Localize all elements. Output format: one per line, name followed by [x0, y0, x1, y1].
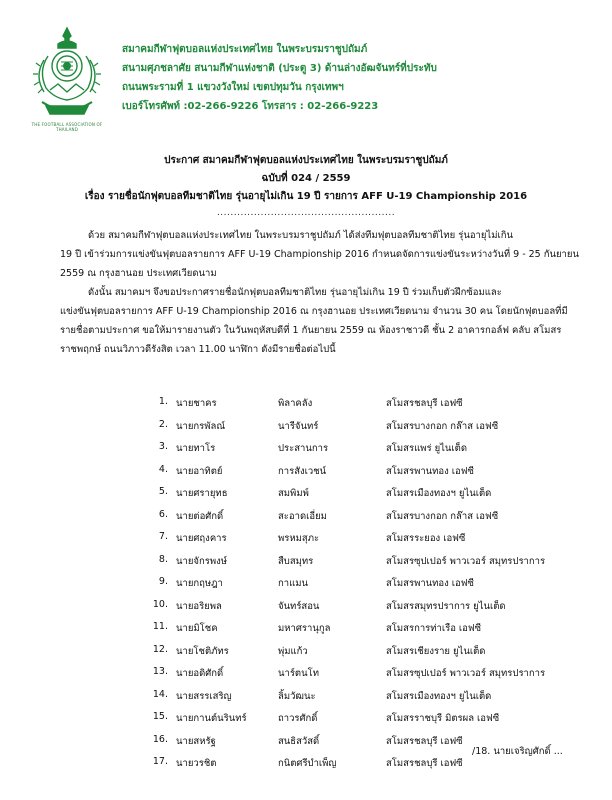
- paragraph-2-line-1: ดังนั้น สมาคมฯ จึงขอประกาศรายชื่อนักฟุตบอลทีมชาติไทย รุ่นอายุไม่เกิน 19 ปี ร่วมเก็บตัวฝึกซ้อมและ: [88, 287, 502, 298]
- player-first-name: นายมิโชค: [176, 623, 218, 634]
- player-last-name: ถาวรศักดิ์: [278, 713, 318, 724]
- player-last-name: กาแมน: [278, 578, 308, 589]
- player-first-name: นายสรรเสริญ: [176, 690, 232, 702]
- player-number: 16.: [152, 733, 168, 745]
- player-last-name: สืบสมุทร: [278, 555, 314, 567]
- player-number: 12.: [152, 643, 168, 655]
- player-last-name: กนิตศรีบำเพ็ญ: [278, 758, 337, 769]
- player-last-name: จันทร์สอน: [278, 600, 320, 612]
- player-club: สโมสรราชบุรี มิตรผล เอฟซี: [386, 713, 500, 724]
- player-club: สโมสรพานทอง เอฟซี: [386, 578, 474, 589]
- player-number: 13.: [152, 666, 168, 677]
- list-item: [150, 554, 580, 577]
- organization-address: [122, 40, 592, 116]
- player-first-name: นายชาคร: [176, 398, 217, 409]
- player-last-name: สนธิสวัสดิ์: [278, 735, 320, 747]
- continuation-note: /18. นายเจริญศักดิ์ ...: [472, 746, 563, 757]
- player-club: สโมสรเมืองทองฯ ยูไนเต็ด: [386, 488, 492, 499]
- paragraph-2-line-3: รายชื่อตามประกาศ ขอให้มารายงานตัว ในวันพฤหัสบดีที่ 1 กันยายน 2559 ณ ห้องราชาวดี ชั้น 2 อาคารกอล์ฟ คลับ สโมสร: [60, 325, 562, 336]
- list-item: [150, 396, 580, 419]
- list-item: [150, 576, 580, 599]
- player-number: 9.: [158, 576, 168, 587]
- player-number: 1.: [158, 396, 168, 407]
- player-first-name: นายอริยพล: [176, 600, 222, 612]
- player-last-name: พิลาคลัง: [278, 398, 313, 409]
- player-first-name: นายศรายุทธ: [176, 488, 228, 499]
- paragraph-1-line-1: ด้วย สมาคมกีฬาฟุตบอลแห่งประเทศไทย ในพระบรมราชูปถัมภ์ ได้ส่งทีมฟุตบอลทีมชาติไทย รุ่นอายุไม่เกิน: [88, 230, 513, 241]
- org-address-line-1: สนามศุภชลาศัย สนามกีฬาแห่งชาติ (ประตู 3) ด้านล่างอัฒจันทร์ที่ประทับ: [122, 63, 437, 74]
- player-number: 3.: [158, 441, 168, 452]
- announcement-title: ประกาศ สมาคมกีฬาฟุตบอลแห่งประเทศไทย ในพระบรมราชูปถัมภ์: [164, 155, 448, 166]
- player-first-name: นายศฤงคาร: [176, 533, 227, 544]
- list-item: [150, 531, 580, 554]
- player-number: 4.: [158, 463, 168, 475]
- player-last-name: ลิ้มวัฒนะ: [278, 690, 316, 702]
- player-club: สโมสรชลบุรี เอฟซี: [386, 398, 463, 409]
- list-item: [150, 464, 580, 487]
- paragraph-2-line-2: แข่งขันฟุตบอลรายการ AFF U-19 Championship 2016 ณ กรุงฮานอย ประเทศเวียดนาม จำนวน 30 คน โดยนักฟุตบอลที่มี: [60, 306, 568, 317]
- player-first-name: นายอาทิตย์: [176, 465, 223, 477]
- player-number: 6.: [158, 508, 168, 520]
- letterhead: [28, 26, 588, 136]
- player-first-name: นายโชติภัทร: [176, 645, 229, 657]
- player-last-name: มหาศรานุกูล: [278, 623, 331, 634]
- player-number: 5.: [158, 486, 168, 497]
- player-last-name: พรหมสุภะ: [278, 533, 320, 544]
- fat-crest-logo: [28, 26, 106, 126]
- player-club: สโมสรซุปเปอร์ พาวเวอร์ สมุทรปราการ: [386, 668, 546, 679]
- org-name: สมาคมกีฬาฟุตบอลแห่งประเทศไทย ในพระบรมราชูปถัมภ์: [122, 44, 368, 55]
- player-first-name: นายกฤษฎา: [176, 578, 223, 589]
- list-item: [150, 689, 580, 712]
- player-number: 15.: [152, 711, 168, 722]
- player-first-name: นายอดิศักดิ์: [176, 668, 224, 679]
- paragraph-2-line-4: ราชพฤกษ์ ถนนวิภาวดีรังสิต เวลา 11.00 นาฬิกา ดังมีรายชื่อต่อไปนี้: [60, 344, 336, 355]
- player-club: สโมสรชลบุรี เอฟซี: [386, 735, 463, 747]
- player-number: 10.: [152, 598, 168, 610]
- list-item: [150, 711, 580, 734]
- list-item: [150, 599, 580, 622]
- logo-caption: THE FOOTBALL ASSOCIATION OF THAILAND: [31, 122, 103, 132]
- list-item: [150, 666, 580, 689]
- player-club: สโมสรการท่าเรือ เอฟซี: [386, 623, 482, 634]
- player-number: 17.: [152, 756, 168, 767]
- player-last-name: สะอาดเอี่ยม: [278, 510, 327, 522]
- player-list: [150, 396, 580, 779]
- player-first-name: นายทาโร: [176, 443, 216, 454]
- player-club: สโมสรชลบุรี เอฟซี: [386, 758, 463, 769]
- list-item: [150, 621, 580, 644]
- player-club: สโมสรเมืองทองฯ ยูไนเต็ด: [386, 690, 492, 702]
- player-club: สโมสรซุปเปอร์ พาวเวอร์ สมุทรปราการ: [386, 555, 546, 567]
- player-first-name: นายต่อศักดิ์: [176, 510, 224, 522]
- org-phone-fax: เบอร์โทรศัพท์ :02-266-9226 โทรสาร : 02-266-9223: [122, 101, 379, 112]
- player-last-name: นาร์ตนโท: [278, 668, 319, 679]
- player-first-name: นายวรชิต: [176, 758, 217, 769]
- list-item: [150, 441, 580, 464]
- announcement-heading: [0, 152, 612, 206]
- player-first-name: นายสหรัฐ: [176, 735, 216, 747]
- paragraph-1-line-2: 19 ปี เข้าร่วมการแข่งขันฟุตบอลรายการ AFF U-19 Championship 2016 กำหนดจัดการแข่งขันระหว่างวันที่ 9 - 25 กันยายน: [60, 249, 579, 260]
- paragraph-1-line-3: 2559 ณ กรุงฮานอย ประเทศเวียดนาม: [60, 268, 217, 279]
- player-first-name: นายกานต์นรินทร์: [176, 713, 247, 724]
- announcement-body: [60, 226, 580, 359]
- player-number: 14.: [152, 688, 168, 700]
- player-club: สโมสรบางกอก กล๊าส เอฟซี: [386, 510, 499, 522]
- player-club: สโมสรสมุทรปราการ ยูไนเต็ด: [386, 600, 506, 612]
- separator-dots: .....................................................: [216, 208, 396, 218]
- player-last-name: สมพิมพ์: [278, 488, 309, 499]
- player-number: 11.: [152, 621, 168, 632]
- player-club: สโมสรเชียงราย ยูไนเต็ด: [386, 645, 486, 657]
- announcement-number: ฉบับที่ 024 / 2559: [261, 173, 351, 184]
- announcement-subject: เรื่อง รายชื่อนักฟุตบอลทีมชาติไทย รุ่นอายุไม่เกิน 19 ปี รายการ AFF U-19 Championship 2016: [84, 191, 528, 202]
- player-number: 8.: [158, 553, 168, 565]
- player-number: 7.: [158, 531, 168, 542]
- player-first-name: นายกรพัลณ์: [176, 420, 226, 432]
- list-item: [150, 756, 580, 779]
- player-number: 2.: [158, 418, 168, 430]
- player-last-name: นารีจันทร์: [278, 420, 319, 432]
- org-address-line-2: ถนนพระรามที่ 1 แขวงวังใหม่ เขตปทุมวัน กรุงเทพฯ: [122, 82, 344, 93]
- player-first-name: นายจักรพงษ์: [176, 555, 227, 567]
- player-last-name: พุ่มแก้ว: [278, 645, 308, 657]
- list-item: [150, 486, 580, 509]
- player-club: สโมสรบางกอก กล๊าส เอฟซี: [386, 420, 499, 432]
- player-club: สโมสรระยอง เอฟซี: [386, 533, 466, 544]
- list-item: [150, 644, 580, 667]
- player-club: สโมสรพานทอง เอฟซี: [386, 465, 474, 477]
- player-last-name: การสังเวชน์: [278, 465, 327, 477]
- player-club: สโมสรแพร่ ยูไนเต็ด: [386, 443, 467, 454]
- list-item: [150, 509, 580, 532]
- list-item: [150, 419, 580, 442]
- player-last-name: ประสานการ: [278, 443, 329, 454]
